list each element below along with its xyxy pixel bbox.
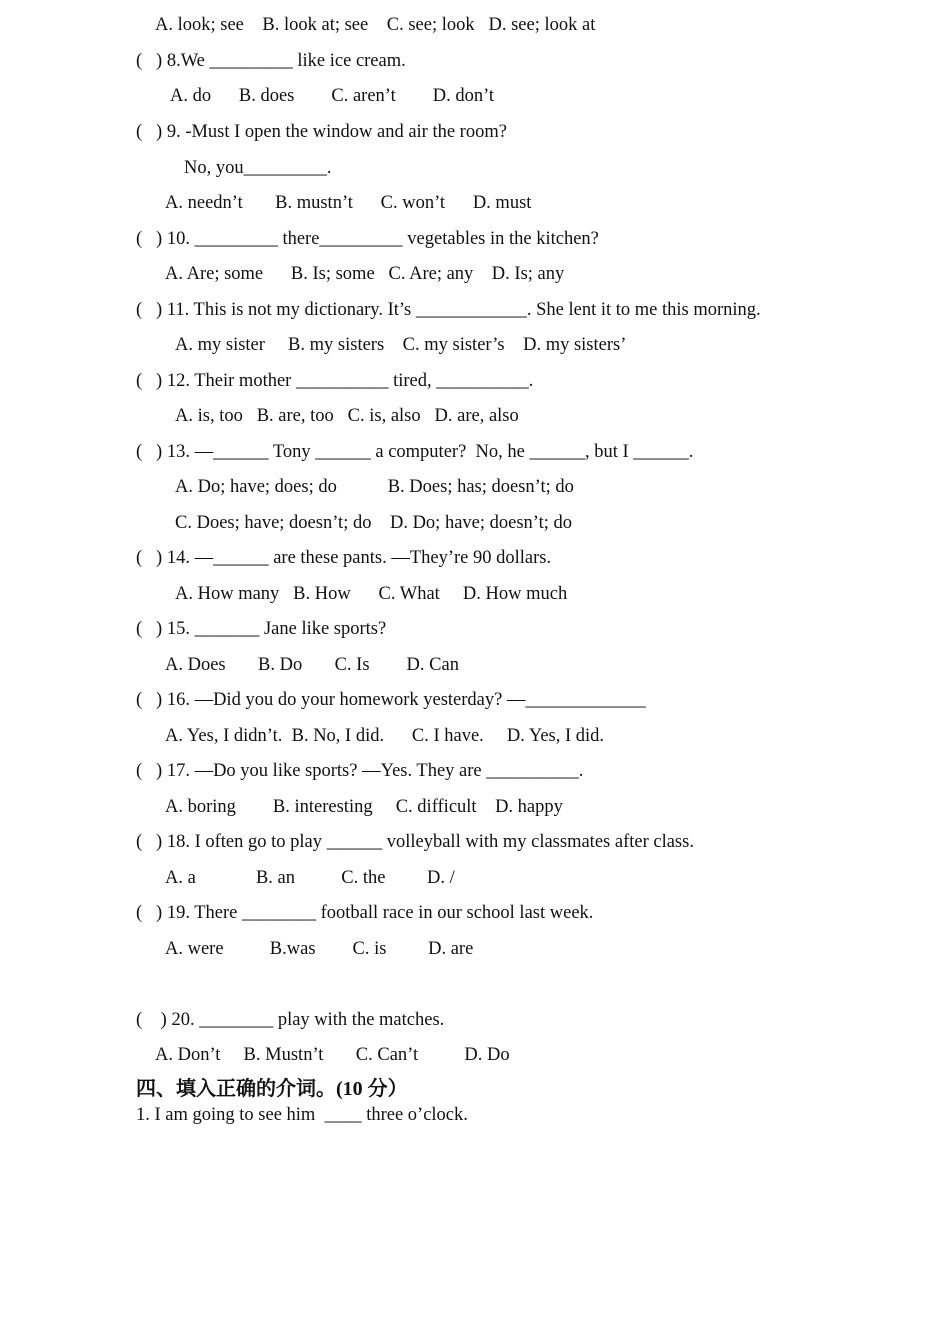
q13-options-cd: C. Does; have; doesn’t; do D. Do; have; doesn’t; do [175,513,573,533]
q10-question: ( ) 10. _________ there_________ vegetables in the kitchen? [136,229,599,249]
q18-question: ( ) 18. I often go to play ______ volleyball with my classmates after class. [136,832,694,852]
q8-options: A. do B. does C. aren’t D. don’t [170,86,495,106]
q16-options: A. Yes, I didn’t. B. No, I did. C. I have. D. Yes, I did. [165,726,605,746]
q7-options: A. look; see B. look at; see C. see; look D. see; look at [155,15,596,35]
q20-options: A. Don’t B. Mustn’t C. Can’t D. Do [155,1045,510,1065]
q17-options: A. boring B. interesting C. difficult D. happy [165,797,563,817]
section-four-heading: 四、填入正确的介词。(10 分） [136,1078,408,1100]
q9-options: A. needn’t B. mustn’t C. won’t D. must [165,193,532,213]
q15-options: A. Does B. Do C. Is D. Can [165,655,459,675]
q9-answer-line: No, you_________. [184,158,332,178]
fill-in-question-1: 1. I am going to see him ____ three o’clock. [136,1105,468,1125]
q14-options: A. How many B. How C. What D. How much [175,584,568,604]
q17-question: ( ) 17. —Do you like sports? —Yes. They are __________. [136,761,584,781]
q19-options: A. were B.was C. is D. are [165,939,474,959]
q11-options: A. my sister B. my sisters C. my sister’s D. my sisters’ [175,335,627,355]
q20-question: ( ) 20. ________ play with the matches. [136,1010,445,1030]
q16-question: ( ) 16. —Did you do your homework yesterday? —_____________ [136,690,646,710]
q11-question: ( ) 11. This is not my dictionary. It’s ____________. She lent it to me this morning. [136,300,761,320]
q10-options: A. Are; some B. Is; some C. Are; any D. Is; any [165,264,565,284]
q9-question: ( ) 9. -Must I open the window and air the room? [136,122,507,142]
q12-options: A. is, too B. are, too C. is, also D. are, also [175,406,519,426]
q8-question: ( ) 8.We _________ like ice cream. [136,51,406,71]
q13-options-ab: A. Do; have; does; do B. Does; has; doesn’t; do [175,477,574,497]
q12-question: ( ) 12. Their mother __________ tired, __________. [136,371,534,391]
q18-options: A. a B. an C. the D. / [165,868,455,888]
q19-question: ( ) 19. There ________ football race in our school last week. [136,903,594,923]
q15-question: ( ) 15. _______ Jane like sports? [136,619,387,639]
q14-question: ( ) 14. —______ are these pants. —They’re 90 dollars. [136,548,552,568]
q13-question: ( ) 13. —______ Tony ______ a computer? No, he ______, but I ______. [136,442,694,462]
